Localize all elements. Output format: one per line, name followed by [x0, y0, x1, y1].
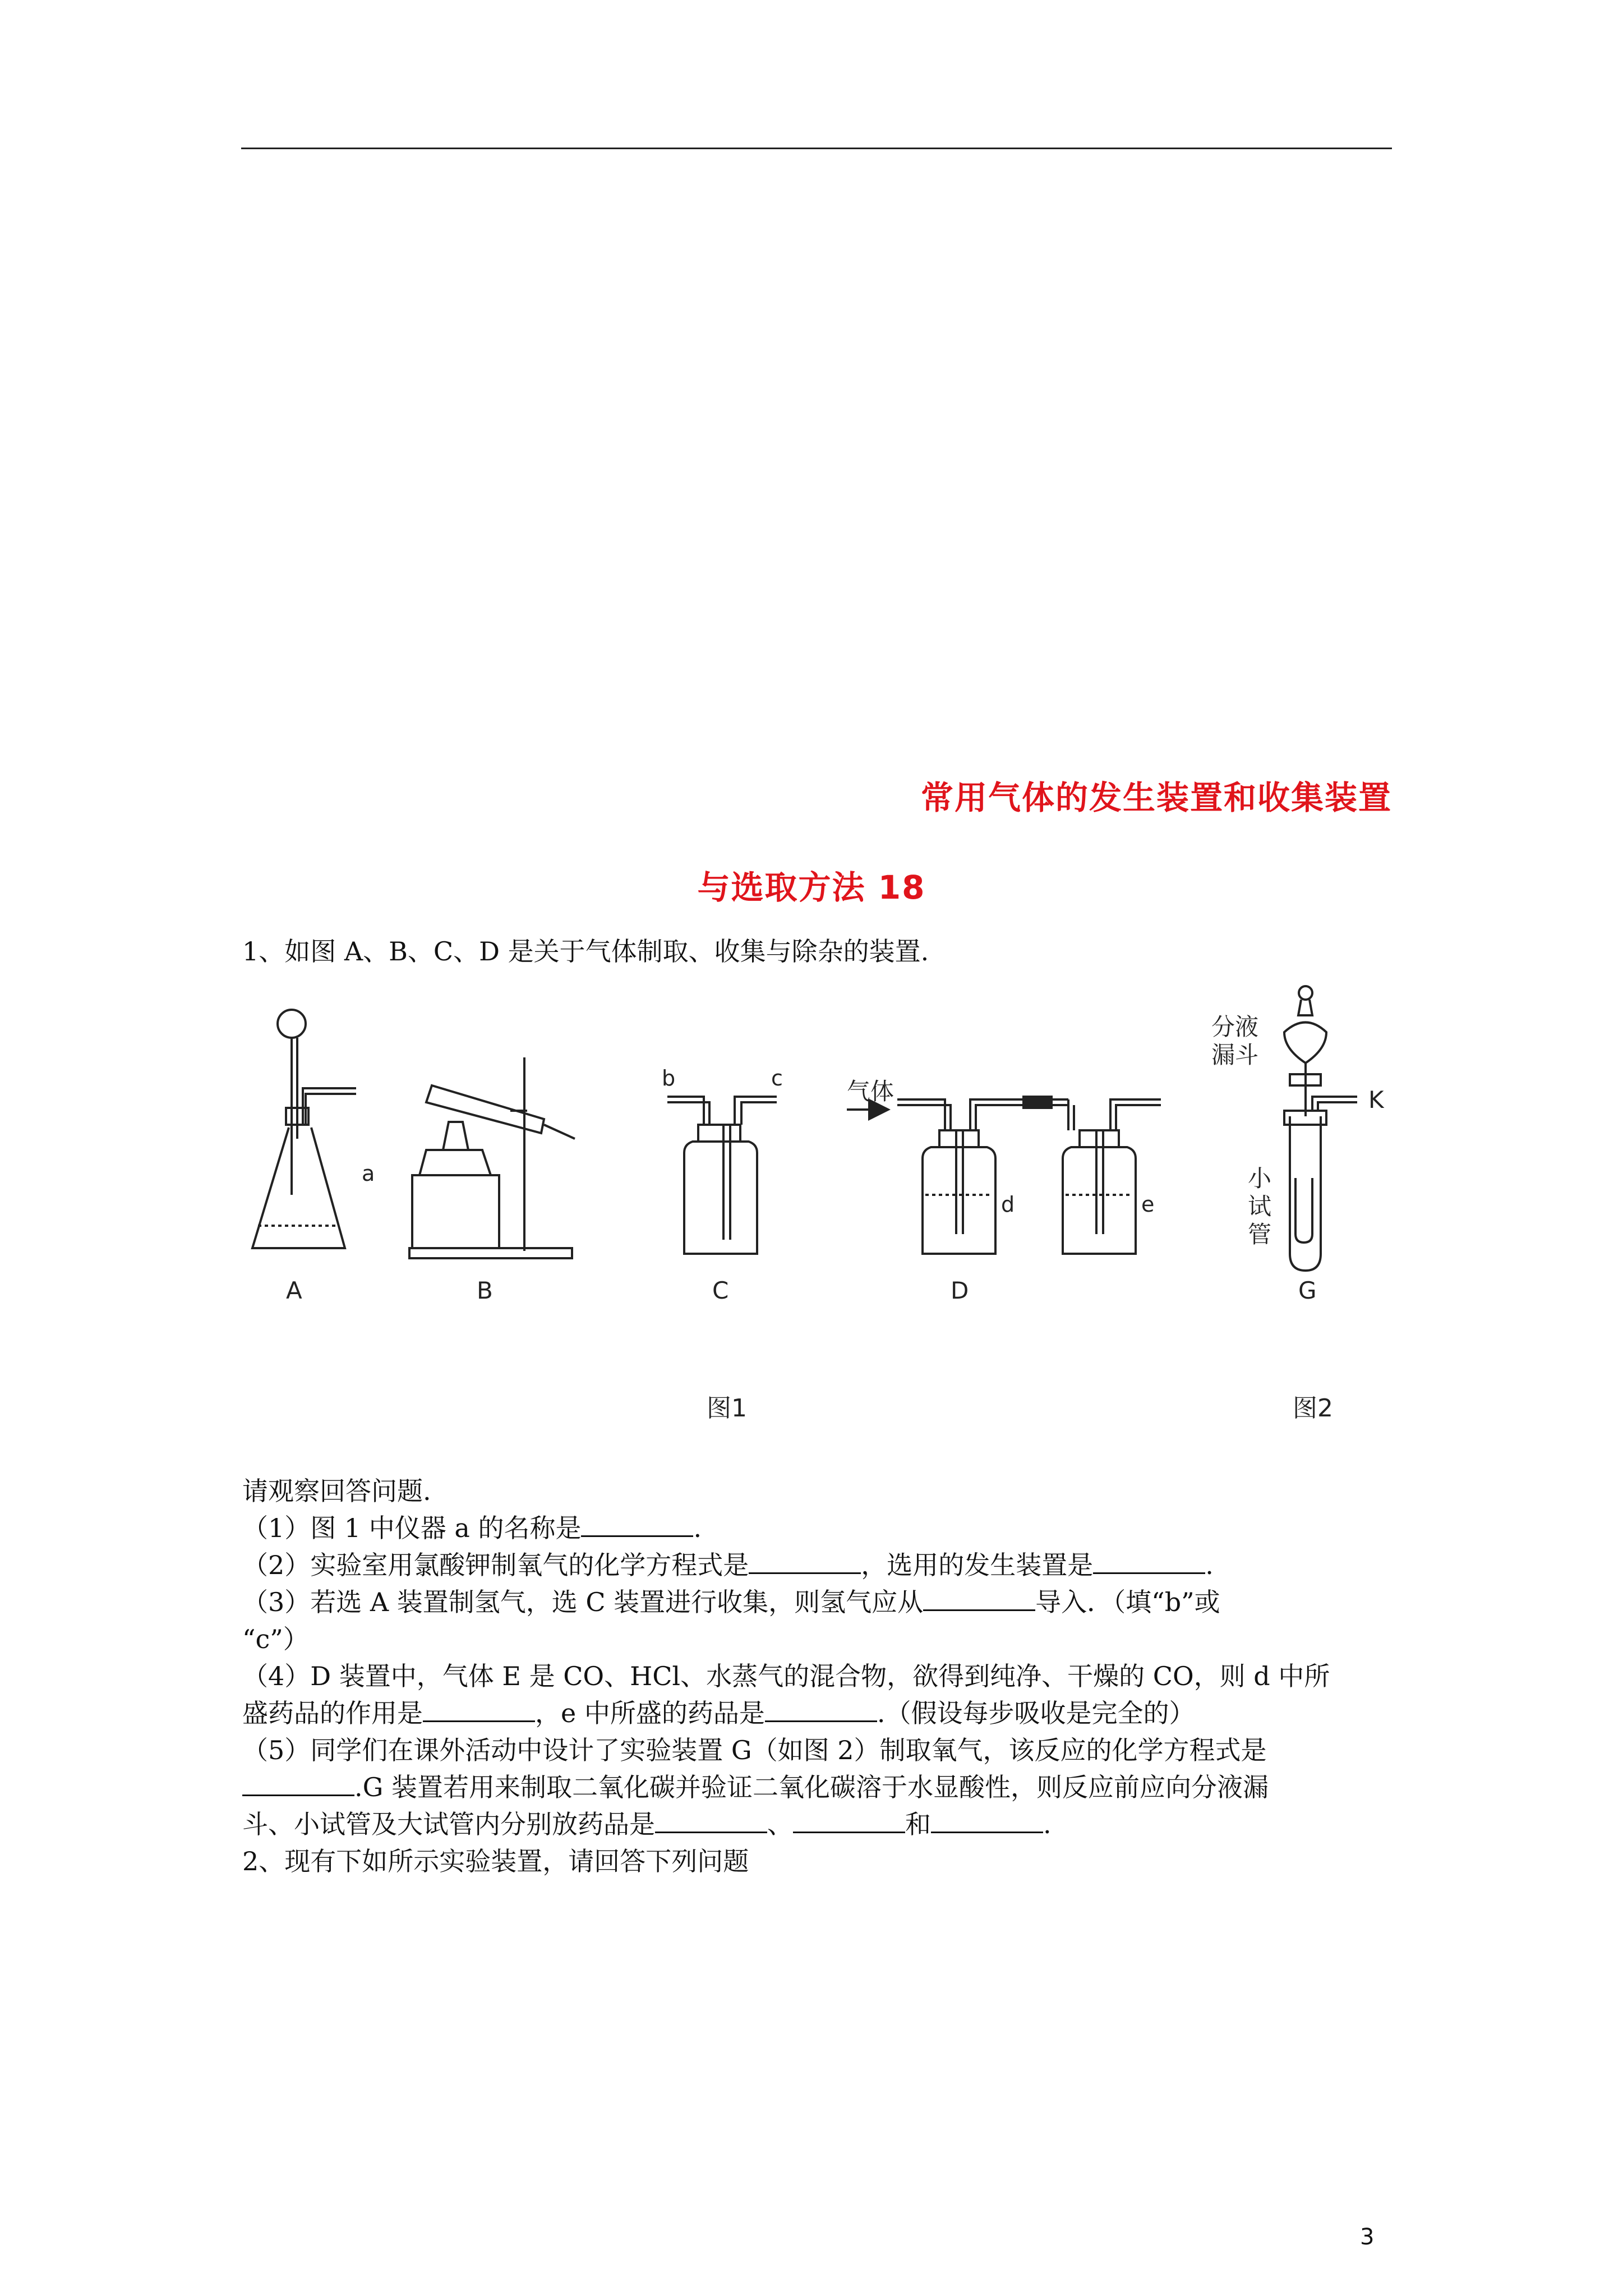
label-G: G	[1298, 1277, 1317, 1304]
label-e: e	[1141, 1192, 1155, 1217]
question-2-intro: 2、现有下如所示实验装置，请回答下列问题	[242, 1846, 749, 1876]
label-k: K	[1368, 1086, 1384, 1114]
apparatus-c	[667, 1097, 777, 1254]
answer-blank[interactable]	[423, 1697, 535, 1722]
item-5-cont-2: 斗、小试管及大试管内分别放药品是 、 和 .	[242, 1809, 1052, 1839]
answer-blank[interactable]	[931, 1808, 1043, 1833]
item-2: （2）实验室用氯酸钾制氧气的化学方程式是 ，选用的发生装置是 .	[242, 1550, 1214, 1580]
apparatus-b	[409, 1057, 575, 1258]
question-1-body	[242, 1473, 1392, 1880]
item-3-cont: “c”）	[242, 1624, 309, 1654]
answer-blank[interactable]	[581, 1512, 693, 1537]
answer-blank[interactable]	[923, 1586, 1035, 1611]
item-5: （5）同学们在课外活动中设计了实验装置 G（如图 2）制取氧气，该反应的化学方程式是	[242, 1735, 1267, 1765]
header-rule	[241, 148, 1392, 149]
answer-blank[interactable]	[1093, 1549, 1205, 1574]
label-B: B	[477, 1277, 493, 1304]
label-tube-2: 试	[1248, 1193, 1272, 1220]
label-fig2: 图2	[1293, 1394, 1333, 1423]
label-tube-3: 管	[1248, 1221, 1272, 1248]
item-5-cont: .G 装置若用来制取二氧化碳并验证二氧化碳溶于水显酸性，则反应前应向分液漏	[242, 1769, 1392, 1806]
apparatus-figure	[241, 970, 1419, 1464]
prompt: 请观察回答问题.	[242, 1476, 431, 1506]
label-b: b	[662, 1066, 676, 1091]
item-4-cont: 盛药品的作用是 ，e 中所盛的药品是 .（假设每步吸收是完全的）	[242, 1698, 1195, 1728]
label-A: A	[286, 1277, 302, 1304]
label-fig1: 图1	[707, 1394, 747, 1423]
label-funnel-2: 漏斗	[1211, 1041, 1259, 1069]
question-1-intro: 1、如图 A、B、C、D 是关于气体制取、收集与除杂的装置.	[242, 936, 929, 967]
title-line-1: 常用气体的发生装置和收集装置	[920, 779, 1392, 817]
label-a: a	[362, 1161, 375, 1186]
item-3: （3）若选 A 装置制氢气，选 C 装置进行收集，则氢气应从 导入．（填“b”或	[242, 1587, 1220, 1617]
label-tube-1: 小	[1248, 1165, 1272, 1192]
title-line-2: 与选取方法 18	[697, 868, 926, 907]
label-C: C	[712, 1277, 729, 1304]
page-number: 3	[1360, 2224, 1375, 2250]
apparatus-d	[847, 1097, 1161, 1254]
answer-blank[interactable]	[765, 1697, 877, 1722]
apparatus-g	[1284, 986, 1357, 1271]
answer-blank[interactable]	[242, 1771, 354, 1796]
label-c: c	[771, 1066, 783, 1091]
label-funnel-1: 分液	[1211, 1013, 1259, 1041]
answer-blank[interactable]	[655, 1808, 767, 1833]
item-1: （1）图 1 中仪器 a 的名称是 .	[242, 1513, 702, 1543]
label-d: d	[1001, 1192, 1015, 1217]
answer-blank[interactable]	[749, 1549, 861, 1574]
item-4: （4）D 装置中，气体 E 是 CO、HCl、水蒸气的混合物，欲得到纯净、干燥的 CO，则 d 中所	[242, 1661, 1330, 1691]
label-gas: 气体	[847, 1078, 895, 1105]
apparatus-a	[252, 1010, 356, 1248]
label-D: D	[951, 1277, 969, 1304]
answer-blank[interactable]	[793, 1808, 905, 1833]
